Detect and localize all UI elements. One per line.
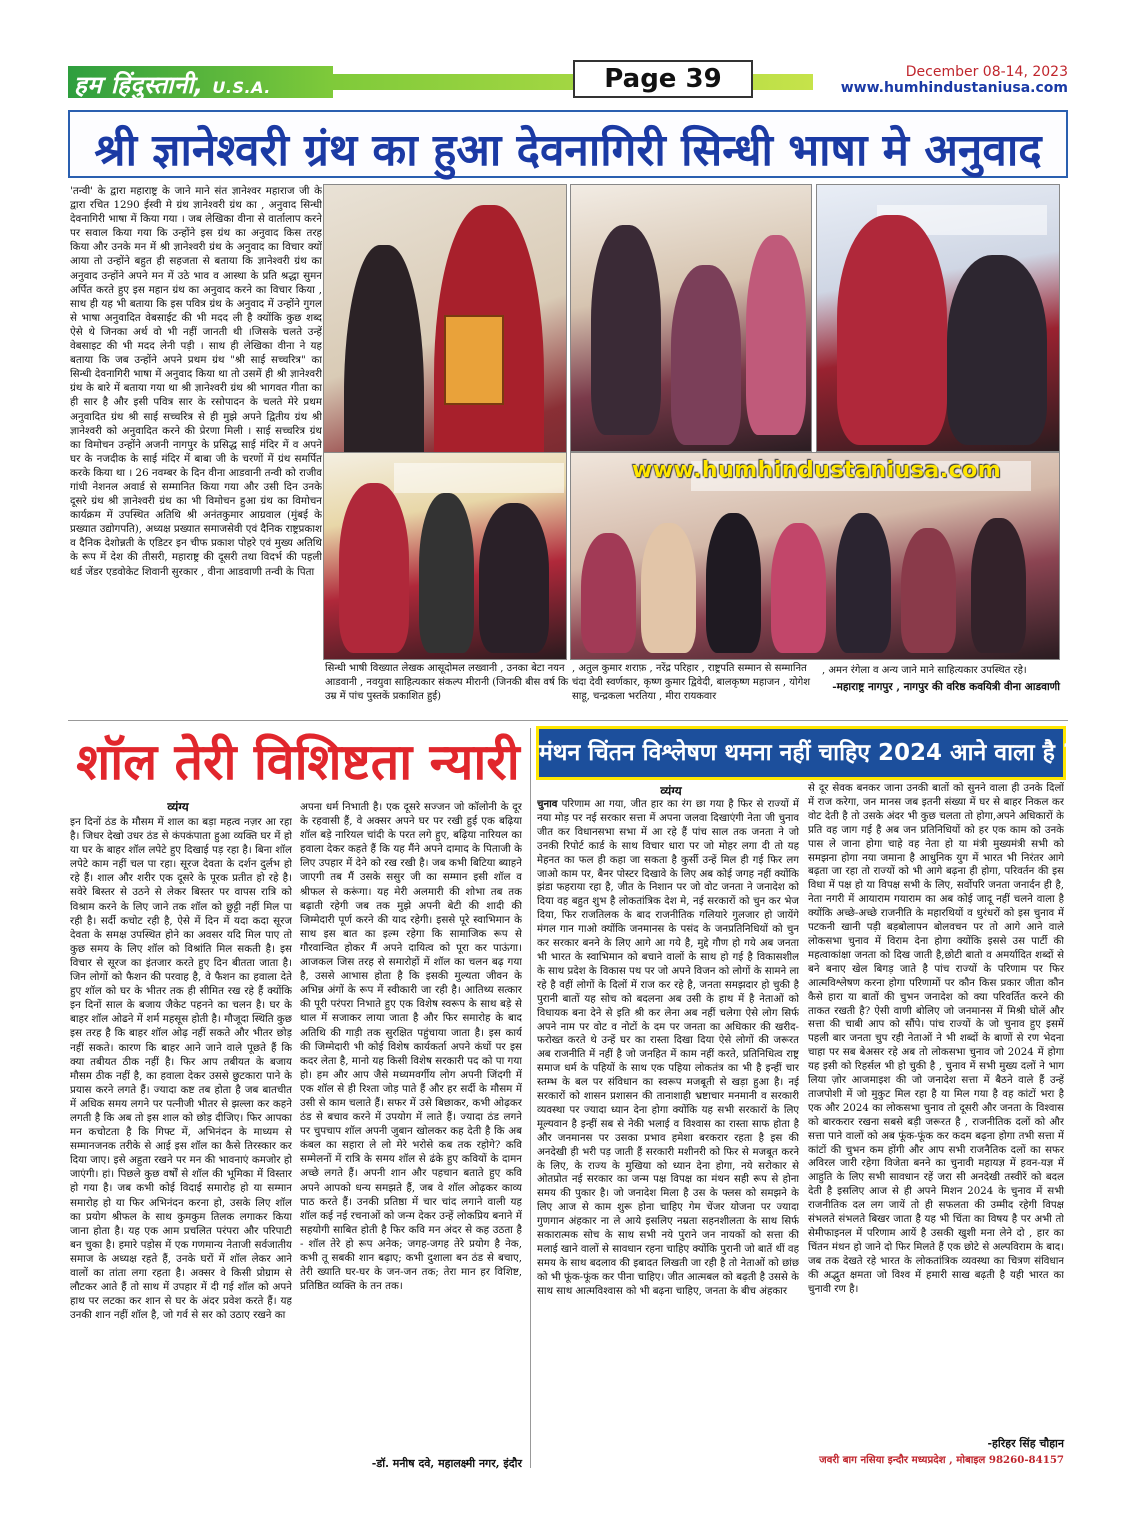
- event-photo-5: [570, 452, 1060, 660]
- newspaper-usa: U.S.A.: [212, 78, 271, 97]
- website-link[interactable]: www.humhindustaniusa.com: [840, 80, 1068, 96]
- story2-credit: -डॉ. मनीष दवे, महालक्ष्मी नगर, इंदौर: [371, 1457, 522, 1470]
- section-divider: [68, 720, 1068, 721]
- story3-body-col2: से दूर सेवक बनकर जाना उनकी बातों को सुनने वाला ही उनके दिलों में राज करेगा, जन मानस जब इतनी संख्या में घर से बाहर निकल कर वोट देती है तो उसके अंदर भी कुछ चलता तो होगा,अपने अधिकारों के प्रति वह जाग गई है अब जन प्रतिनिधियों को हर एक काम को उनके पास ले जाना होगा चाहे वह नेता हो या मंत्री मुख्यमंत्री सभी को समझना होगा नया जमाना है आधुनिक युग में भारत भी निरंतर आगे बढ़ता जा रहा तो राज्यों को भी आगे बढ़ना ही होगा, परिवर्तन की इस विधा में पक्ष हो या विपक्ष सभी के लिए, सर्वोपरि जनता जनार्दन ही है, नेता नगरी में आयाराम गयाराम का अब कोई जादू नहीं चलने वाला है क्योंकि अच्छे-अच्छे राजनीति के महारथियों व धुरंधरों को इस चुनाव में पटकनी खानी पड़ी बड़बोलापन बोलवचन पर तो आगे आने वाले लोकसभा चुनाव में विराम देना होगा क्योंकि इससे उस पार्टी की महत्वाकांक्षा जनता को दिख जाती है,छोटी बातो व अमर्यादित शब्दों से बने बनाए खेल बिगड़ जाते है पांच राज्यों के परिणाम पर फिर आत्मविश्लेषण करना होगा परिणामों पर कौन किस प्रकार जीता कौन कैसे हारा या बातों की चुभन जनादेश को क्या परिवर्तित करने की ताकत रखती है? ऐसी वाणी बोलिए जो जनमानस में मिश्री घोलें और सत्ता की चाबी आप को सौंपे। पांच राज्यों के जो चुनाव हुए इसमें पहली बार जनता चुप रही नेताओं ने भी शब्दों के बाणों से रण भेदना चाहा पर सब बेअसर रहे अब तो लोकसभा चुनाव जो 2024 में होगा यह इसी को रिहर्सल भी हो चुकी है , चुनाव में सभी मुख्य दलों ने भाग लिया ज़ोर आजमाइश की जो जनादेश सत्ता में बैठने वाले हैं उन्हें ताजपोशी में जो मुकुट मिल रहा है या मिल गया है वह कांटों भरा है एक और 2024 का लोकसभा चुनाव तो दूसरी और जनता के विश्वास को बारकरार रखना सबसे बड़ी जरूरत है , राजनीतिक दलों को और सत्ता पाने वालों को अब फूंक-फूंक कर कदम बढ़ना होगा तभी सत्ता में कांटों की चुभन कम होंगी और आप सभी राजनैतिक दलों का सफर अविरल जारी रहेगा विजेता बनने का चुनावी महायज्ञ में हवन-यज्ञ में आहुति के लिए सभी सावधान रहें जरा सी अनदेखी तस्वीरें को बदल देती है इसलिए आज से ही अपने मिशन 2024 के चुनाव में सभी राजनीतिक दल लग जायें तो ही सफलता की उम्मीद रहेगी विपक्ष संभलते संभलते बिखर जाता है यह भी चिंता का विषय है पर अभी तो सेमीफाइनल में परिणाम आयें है उसकी खुशी मना लेने दो , हार का चिंतन मंथन हो जाने दो फिर मिलते हैं एक छोटे से अल्पविराम के बाद। जब तक देखते रहे भारत के लोकतांत्रिक व्यवस्था का चित्रण संविधान की अद्भुत क्षमता जो विश्व में हमारी साख बढ़ती है यही भारत का चुनावी रण है।: [808, 783, 1064, 1295]
- story2-kicker: व्यंग्य: [167, 800, 189, 814]
- column-divider: [530, 728, 531, 1468]
- issue-date: December 08-14, 2023: [905, 64, 1068, 80]
- story1-credit: -महाराष्ट्र नागपुर , नागपुर की वरिष्ठ कवयित्री वीना आडवाणी: [832, 681, 1060, 693]
- photo-caption-2: , अतुल कुमार शराफ़ , नरेंद्र परिहार , राष्ट्रपति सम्मान से सम्मानित चंदा देवी स्वर्णकार, कृष्ण कुमार द्विवेदी, बालकृष्ण महाजन , योगेश साहू, चन्द्रकला भरतिया , मीरा रायकवार: [572, 663, 811, 702]
- story3-lead-word: चुनाव: [537, 798, 558, 810]
- story2-body-col1: इन दिनों ठंड के मौसम में शाल का बड़ा महत्व नज़र आ रहा है। जिधर देखो उधर ठंड से कंपकंपाता हुआ व्यक्ति घर में हो या घर के बाहर शॉल लपेटे हुए दिखाई पड़ रहा है। बिना शॉल लपेटे काम नहीं चल पा रहा। सूरज देवता के दर्शन दुर्लभ हो रहे हैं। शाल और शरीर एक दूसरे के पूरक प्रतीत हो रहे है। सवेरे बिस्तर से उठने से लेकर बिस्तर पर वापस रात्रि को विश्राम करने के लिए जाने तक शॉल को छुट्टी नहीं मिल पा रही है। सर्दी कचोट रही है, ऐसे में दिन में यदा कदा सूरज देवता के समक्ष उपस्थित होने का अवसर यदि मिल पाए तो कुछ समय के लिए शॉल को विश्रांति मिल सकती है। इस विचार से सूरज का इंतजार करते हुए दिन बीतता जाता है। जिन लोगों को फैशन की परवाह है, वे फैशन का हवाला देते हुए शॉल को घर के भीतर तक ही सीमित रख रहे हैं क्योंकि इन दिनों साल के बजाय जैकेट पहनने का चलन है। घर के बाहर शॉल ओढने में शर्म महसूस होती है। मौजूदा स्थिति कुछ इस तरह है कि बाहर शॉल ओढ़ नहीं सकते और भीतर छोड़ नहीं सकते। कारण कि बाहर आने जाने वाले पूछते हैं कि क्या तबीयत ठीक नहीं है। फिर आप तबीयत के बजाय मौसम ठीक नहीं है, का हवाला देकर उससे छुटकारा पाने के प्रयास करने लगते हैं। ज्यादा कष्ट तब होता है जब बातचीत में अधिक समय लगने पर पत्नीजी भीतर से झल्ला कर कहने लगती है कि अब तो इस शाल को छोड़ दीजिए। फिर आपका मन कचोटता है कि गिफ्ट में, अभिनंदन के माध्यम से सम्मानजनक तरीके से आई इस शॉल का कैसे तिरस्कार कर दिया जाए। इसे अहुता रखने पर मन की भावनाएं कमजोर हो जाएंगी। हां। पिछले कुछ वर्षों से शॉल की भूमिका में विस्तार हो गया है। जब कभी कोई विदाई समारोह हो या सम्मान समारोह हो या फिर अभिनंदन करना हो, उसके लिए शॉल का प्रयोग श्रीफल के साथ कुमकुम तिलक लगाकर किया जाना होता है। यह एक आम प्रचलित परंपरा और परिपाटी बन चुका है। हमारे पड़ोस में एक गणमान्य नेताजी सर्वजातीय समाज के अध्यक्ष रहते हैं, उनके घरों में शॉल लेकर आने वालों का तांता लगा रहता है। अक्सर वे किसी प्रोग्राम से लौटकर आते हैं तो साथ में उपहार में दी गई शॉल को अपने हाथ पर लटका कर शान से घर के अंदर प्रवेश करते हैं। यह उनकी शान नहीं शॉल है, जो गर्व से सर को उठाए रखने का: [70, 816, 292, 1322]
- masthead-banner: [68, 66, 333, 98]
- photo-caption-1: सिन्धी भाषी विख्यात लेखक आसूदोमल लख्वानी , उनका बेटा नयन आडवानी , नवयुवा साहित्यकार संकल्प मीरानी (जिनकी बीस वर्ष कि उम्र में पांच पुस्तकें प्रकाशित हुई): [325, 663, 569, 702]
- story2-body-col2: अपना धर्म निभाती है। एक दूसरे सज्जन जो कॉलोनी के दूर के रहवासी हैं, वे अक्सर अपने घर पर रखी हुई एक बढ़िया शॉल बड़े नारियल चांदी के परत लगे हुए, बढ़िया नारियल का हवाला देकर कहते हैं कि यह मैंने अपने दामाद के पिताजी के लिए उपहार में देने को रख रखी है। जब कभी बिटिया ब्याहने जाएगी तब मैं उसके ससुर जी का सम्मान इसी शॉल व श्रीफल से करूंगा। यह मेरी अलमारी की शोभा तब तक बढ़ाती रहेगी जब तक मुझे अपनी बेटी की शादी की जिम्मेदारी पूर्ण करने की याद रहेगी। इससे पूरे स्वाभिमान के साथ इस बात का इल्म रहेगा कि सामाजिक रूप से गौरवान्वित होकर मैं अपने दायित्व को पूरा कर पाऊंगा। आजकल जिस तरह से समारोहों में शॉल का चलन बढ़ गया है, उससे आभास होता है कि इसकी मुल्यता जीवन के अभिन्न अंगों के रूप में स्वीकारी जा रही है। आतिथ्य सत्कार की पूरी परंपरा निभाते हुए एक विशेष स्वरूप के साथ बड़े से थाल में सजाकर लाया जाता है और फिर समारोह के बाद अतिथि की गाड़ी तक सुरक्षित पहुंचाया जाता है। इस कार्य की जिम्मेदारी भी कोई विशेष कार्यकर्ता अपने कंधों पर इस कदर लेता है, मानो यह किसी विशेष सरकारी पद को पा गया हो। हम और आप जैसे मध्यमवर्गीय लोग अपनी जिंदगी में एक शॉल से ही रिश्ता जोड़ पाते हैं और हर सर्दी के मौसम में उसी से काम चलाते हैं। सफर में उसे बिछाकर, कभी ओढ़कर ठंड से बचाव करने में उपयोग में लाते हैं। ज्यादा ठंड लगने पर चुपचाप शॉल अपनी जुबान खोलकर कह देती है कि अब कंबल का सहारा ले लो मेरे भरोसे कब तक रहोगे? कवि सम्मेलनों में रात्रि के समय शॉल से ढंके हुए कवियों के दामन अच्छे लगते हैं। अपनी शान और पहचान बताते हुए कवि अपने आपको धन्य समझते हैं, जब वे शॉल ओढ़कर काव्य पाठ करते हैं। उनकी प्रतिष्ठा में चार चांद लगाने वाली यह शॉल कई नई रचनाओं को जन्म देकर उन्हें लोकप्रिय बनाने में सहयोगी साबित होती है फिर कवि मन अंदर से कह उठता है - शॉल तेरे हो रूप अनेक; जगह-जगह तेरे प्रयोग है नेक, कभी तू सबकी शान बढ़ाए; कभी दुशाला बन ठंड से बचाए, तेरी ख्याति घर-घर के जन-जन तक; तेरा मान हर विशिष्ट, प्रतिष्ठित व्यक्ति के तन तक।: [300, 801, 522, 1293]
- masthead: [68, 60, 1068, 102]
- event-photo-3: [816, 184, 1060, 452]
- story1-body: 'तन्वी' के द्वारा महाराष्ट्र के जाने माने संत ज्ञानेश्वर महाराज जी के द्वारा रचित 1290 ईस्वी मे ग्रंथ ज्ञानेश्वरी ग्रंथ का , अनुवाद सिन्धी देवनागिरी भाषा में किया गया । जब लेखिका वीना से वार्तालाप करने पर सवाल किया गया कि उन्होंने इस ग्रंथ का अनुवाद किस तरह किया और उनके मन में श्री ज्ञानेश्वरी ग्रंथ के अनुवाद का विचार क्यों आया तो उन्होंने बहुत ही सहजता से बताया कि ज्ञानेश्वरी ग्रंथ का अनुवाद उन्होंने अपने मन में उठे भाव व आस्था के प्रति श्रद्धा सुमन अर्पित करते हुए इस महान ग्रंथ का अनुवाद करने का विचार किया , साथ ही यह भी बताया कि इस पवित्र ग्रंथ के अनुवाद में उन्होंने गुगल से भाषा अनुवादित वेबसाईट की भी मदद ली है क्योंकि कुछ शब्द ऐसे थे जिनका अर्थ वो भी नहीं जानती थी ।जिसके चलते उन्हें वेबसाइट की भी मदद लेनी पड़ी । साथ ही लेखिका वीना ने यह बताया कि जब उन्होंने अपने प्रथम ग्रंथ "श्री साई सच्चरित्र" का सिन्धी देवनागिरी भाषा में अनुवाद किया था तो उसमें ही श्री ज्ञानेश्वरी ग्रंथ के बारे में बताया गया था श्री ज्ञानेश्वरी ग्रंथ श्री भागवत गीता का ही सार है और इसी पवित्र सार के रसोपादन के चलते मेरे प्रथम अनुवादित ग्रंथ श्री साई सच्चरित्र से ही मुझे अपने द्वितीय ग्रंथ श्री ज्ञानेश्वरी को अनुवादित करने की प्रेरणा मिली । साई सच्चरित्र ग्रंथ का विमोचन उन्होंने अजनी नागपुर के प्रसिद्ध साई मंदिर में व अपने घर के नजदीक के साई मंदिर में बाबा जी के चरणों में ग्रंथ समर्पित करके किया था । 26 नवम्बर के दिन वीना आडवानी तन्वी को राजीव गांधी नेशनल अवार्ड से सम्मानित किया गया और उसी दिन उनके दूसरे ग्रंथ श्री ज्ञानेश्वरी ग्रंथ का भी विमोचन हुआ ग्रंथ का विमोचन कार्यक्रम में उपस्थित अतिथि श्री अनंतकुमार आग्रवाल (मुंबई के प्रख्यात उद्योगपति), अध्यक्ष प्रख्यात समाजसेवी एवं दैनिक राष्ट्रप्रकाश व दैनिक देशोन्नती के एडिटर इन चीफ प्रकाश पोहरे एवं मुख्य अतिथि के रूप में देश की तीसरी, महाराष्ट्र की दूसरी तथा विदर्भ की पहली थर्ड जेंडर एडवोकेट शिवानी सुरकार , वीना आडवाणी तन्वी के पिता: [70, 185, 322, 578]
- story3-credit: -हरिहर सिंह चौहान: [987, 1437, 1064, 1450]
- story3-kicker: व्यंग्य: [660, 784, 682, 798]
- event-photo-4: [323, 452, 567, 660]
- event-photo-2: [570, 184, 812, 452]
- story3-credit-address: जवरी बाग नसिया इन्दौर मध्यप्रदेश , मोबाइल 98260-84157: [819, 1454, 1064, 1466]
- page-number: Page 39: [573, 60, 753, 98]
- website-watermark: www.humhindustaniusa.com: [632, 458, 1002, 483]
- newspaper-name: हम हिंदुस्तानी, U.S.A.: [74, 71, 271, 99]
- story3-body-col1-text: परिणाम आ गया, जीत हार का रंग छा गया है फिर से राज्यों में नया मोड़ पर नई सरकार सत्ता में अपना जलवा दिखाएंगी नेता जी चुनाव जीत कर विधानसभा सभा में आ रहे हैं पांच साल तक जनता ने जो उनकी रिपोर्ट कार्ड के साथ विचार धारा पर जो मोहर लगा दी तो यह मेहनत का फल ही कहा जा सकता है कुर्सी उन्हें मिल ही गई फिर लग जाओ काम पर, बैनर पोस्टर दिखावे के लिए अब कोई जगह नहीं क्योंकि झंडा फहराया रहा है, जीत के निशान पर जो वोट जनता ने जनादेश को दिया वह बहुत शुभ है लोकतांत्रिक देश मे, नई सरकारों को चुन कर भेज दिया, फिर राजतिलक के बाद राजनीतिक गलियारे गुलजार हो जायेंगे मंगल गान गाओ क्योंकि जनमानस के पसंद के जनप्रतिनिधियों को चुन कर सरकार बनने के लिए आगे आ गये है, मुद्दे गौण हो गये अब जनता भी भारत के स्वाभिमान को बचाने वालों के साथ हो गई है विकासशील के साथ प्रदेश के विकास पथ पर जो अपने विजन को लोगों के सामने ला रहे है वहीं लोगों के दिलों में राज कर रहे है, जनता समझदार हो चुकी है पुरानी बातों यह सोच को बदलना अब उसी के हाथ में है नेताओं को विधायक बना देने से इति श्री कर लेना अब नहीं चलेगा ऐसे लोग सिर्फ अपने नाम पर वोट व नोटों के दम पर जनता का अधिकार की खरीद-फरोख्त करते थे उन्हें घर का रास्ता दिखा दिया ऐसे लोगों की जरूरत अब राजनीति में नहीं है जो जनहित में काम नहीं करते, प्रतिनिधित्व राष्ट्र समाज धर्म के पहियों के साथ एक पहिया लोकतंत्र का भी है इन्हीं चार स्तम्भ के बल पर संविधान का स्वरूप मजबूती से खड़ा हुआ है। नई सरकारों को शासन प्रशासन की तानाशाही भ्रष्टाचार मनमानी व सरकारी व्यवस्था पर ज्यादा ध्यान देना होगा क्योंकि यह सभी सरकारों के लिए मूल्यवान है इन्हीं सब से नेकी भलाई व विश्वास का रास्ता साफ होता है और जनमानस पर उसका प्रभाव हमेशा बरकरार रहता है इस की अनदेखी ही भरी पड़ जाती हैं सरकारी मशीनरी को फिर से मजबूत करने के लिए, के राज्य के मुखिया को ध्यान देना होगा, नये सरोकार से ओतप्रोत नई सरकार का जन्म पक्ष विपक्ष का मंथन सही रूप से होना समय की पुकार है। जो जनादेश मिला है उस के फ्लस को समझने के लिए आज से काम शुरू होना चाहिए गेम चेंजर योजना पर ज्यादा गुणगान अंहकार ना ले आये इसलिए नम्रता सहनशीलता के साथ सिर्फ सकारात्मक सोच के साथ सभी नये पुराने जन नायकों को सत्ता की मलाई खाने वालों से सावधान रहना चाहिए क्योंकि पुरानी जो बातें थीं वह समय के साथ बदलाव की इबादत लिखती जा रही है तो नेताओं को छांछ को भी फूंक-फूंक कर पीना चाहिए। जीत आत्मबल को बढ़ती है उससे के साथ साथ आत्मविश्वास को भी बढ़ना चाहिए, जनता के बीच अंहकार: [537, 799, 799, 1297]
- photo-caption-3: , अमन रंगेला व अन्य जाने माने साहित्यकार उपस्थित रहे।: [822, 665, 1027, 676]
- story1-headline: श्री ज्ञानेश्वरी ग्रंथ का हुआ देवनागिरी सिन्धी भाषा मे अनुवाद: [94, 125, 1042, 176]
- story3-body-col1: [537, 798, 799, 1466]
- story3-headline: मंथन चिंतन विश्लेषण थमना नहीं चाहिए 2024 आने वाला है ?: [536, 726, 1066, 780]
- story2-headline: शॉल तेरी विशिष्टता न्यारी: [76, 733, 520, 791]
- story1-headline-box: [68, 110, 1068, 178]
